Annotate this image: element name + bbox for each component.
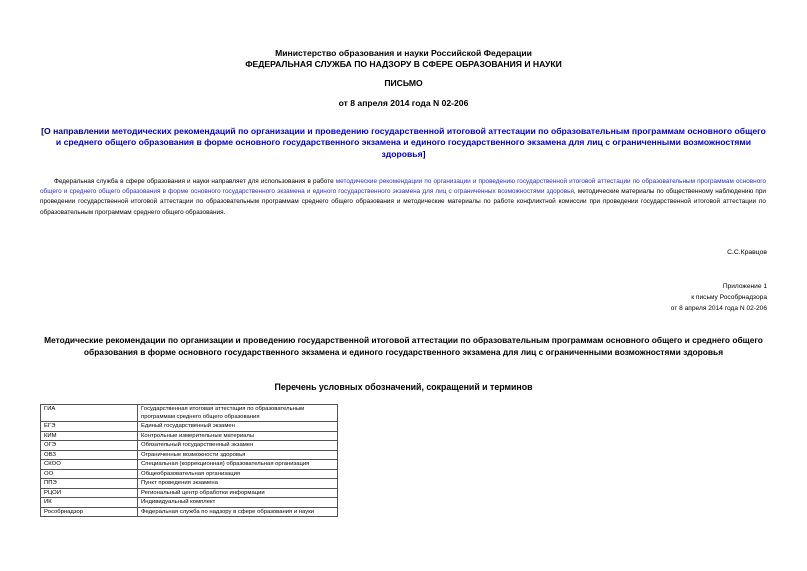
- term-definition: Контрольные измерительные материалы: [138, 431, 338, 441]
- subject-close: ]: [422, 148, 426, 159]
- table-row: [41, 460, 338, 470]
- term-definition: Специальная (коррекционная) образовательная организация: [138, 460, 338, 470]
- letter-body: [40, 177, 766, 218]
- term-definition: Федеральная служба по надзору в сфере образования и науки: [138, 507, 338, 517]
- abbreviations-title: Перечень условных обозначений, сокращений и терминов: [274, 382, 533, 392]
- table-row: [41, 450, 338, 460]
- term-definition: Пункт проведения экзамена: [138, 479, 338, 489]
- appendix-line-3: от 8 апреля 2014 года N 02-206: [670, 305, 767, 312]
- term-abbreviation: ИК: [41, 498, 138, 508]
- term-abbreviation: ОГЭ: [41, 441, 138, 451]
- table-row: [41, 488, 338, 498]
- abbreviations-table-body: [41, 405, 338, 517]
- subject-open: [О направлении: [41, 126, 112, 136]
- table-row: [41, 422, 338, 432]
- ministry-name: Министерство образования и науки Российской Федерации: [275, 48, 532, 58]
- appendix-line-1: Приложение 1: [722, 283, 767, 290]
- body-text-after: , методические материалы по общественному наблюдению при проведении государственной итоговой аттестации по образовательным программам среднего общего образования и методические материалы по работе конфликтной комиссии при проведении государственной итоговой аттестации по образовательным программам среднего общего образования.: [40, 188, 766, 216]
- document-type: ПИСЬМО: [384, 78, 423, 88]
- term-abbreviation: ГИА: [41, 405, 138, 422]
- body-text-before: Федеральная служба в сфере образования и науки направляет для использования в работе: [54, 178, 336, 185]
- abbreviations-table: [40, 404, 338, 517]
- term-abbreviation: ОО: [41, 469, 138, 479]
- term-abbreviation: ЕГЭ: [41, 422, 138, 432]
- service-name: ФЕДЕРАЛЬНАЯ СЛУЖБА ПО НАДЗОРУ В СФЕРЕ ОБРАЗОВАНИЯ И НАУКИ: [245, 59, 562, 69]
- appendix-line-2: к письму Рособрнадзора: [691, 294, 767, 301]
- term-definition: Индивидуальный комплект: [138, 498, 338, 508]
- term-abbreviation: СКОО: [41, 460, 138, 470]
- term-abbreviation: ОВЗ: [41, 450, 138, 460]
- table-row: [41, 405, 338, 422]
- term-definition: Общеобразовательная организация: [138, 469, 338, 479]
- table-row: [41, 469, 338, 479]
- term-abbreviation: Рособрнадзор: [41, 507, 138, 517]
- term-abbreviation: КИМ: [41, 431, 138, 441]
- subject-link[interactable]: методических рекомендаций по организации и проведению государственной итоговой аттестации по образовательным программам основного общего и среднего общего образования в форме основного государственного экзамена и единого государственного экзамена для лиц с ограниченными возможностями здоровья: [55, 126, 766, 159]
- table-row: [41, 498, 338, 508]
- term-definition: Единый государственный экзамен: [138, 422, 338, 432]
- term-abbreviation: ППЭ: [41, 479, 138, 489]
- appendix-block: [671, 281, 767, 314]
- table-row: [41, 431, 338, 441]
- table-row: [41, 507, 338, 517]
- method-title: Методические рекомендации по организации и проведению государственной итоговой аттестации по образовательным программам основного общего и среднего общего образования в форме основного государственного экзамена и единого государственного экзамена для лиц с ограниченными возможностями здоровья: [44, 335, 763, 357]
- body-link[interactable]: методические рекомендации по организации и проведению государственной итоговой аттестации по образовательным программам основного общего и среднего общего образования в форме основного государственного экзамена и единого государственного экзамена для лиц с ограниченных возможностями здоровья: [40, 178, 766, 196]
- term-definition: Региональный центр обработки информации: [138, 488, 338, 498]
- term-definition: Государственная итоговая аттестация по образовательным программам среднего общего образования: [138, 405, 338, 422]
- document-date-number: от 8 апреля 2014 года N 02-206: [338, 98, 469, 108]
- term-abbreviation: РЦОИ: [41, 488, 138, 498]
- term-definition: Ограниченные возможности здоровья: [138, 450, 338, 460]
- letter-subject: [40, 126, 767, 160]
- table-row: [41, 479, 338, 489]
- signature: С.С.Кравцов: [727, 249, 767, 256]
- term-definition: Обязательный государственный экзамен: [138, 441, 338, 451]
- table-row: [41, 441, 338, 451]
